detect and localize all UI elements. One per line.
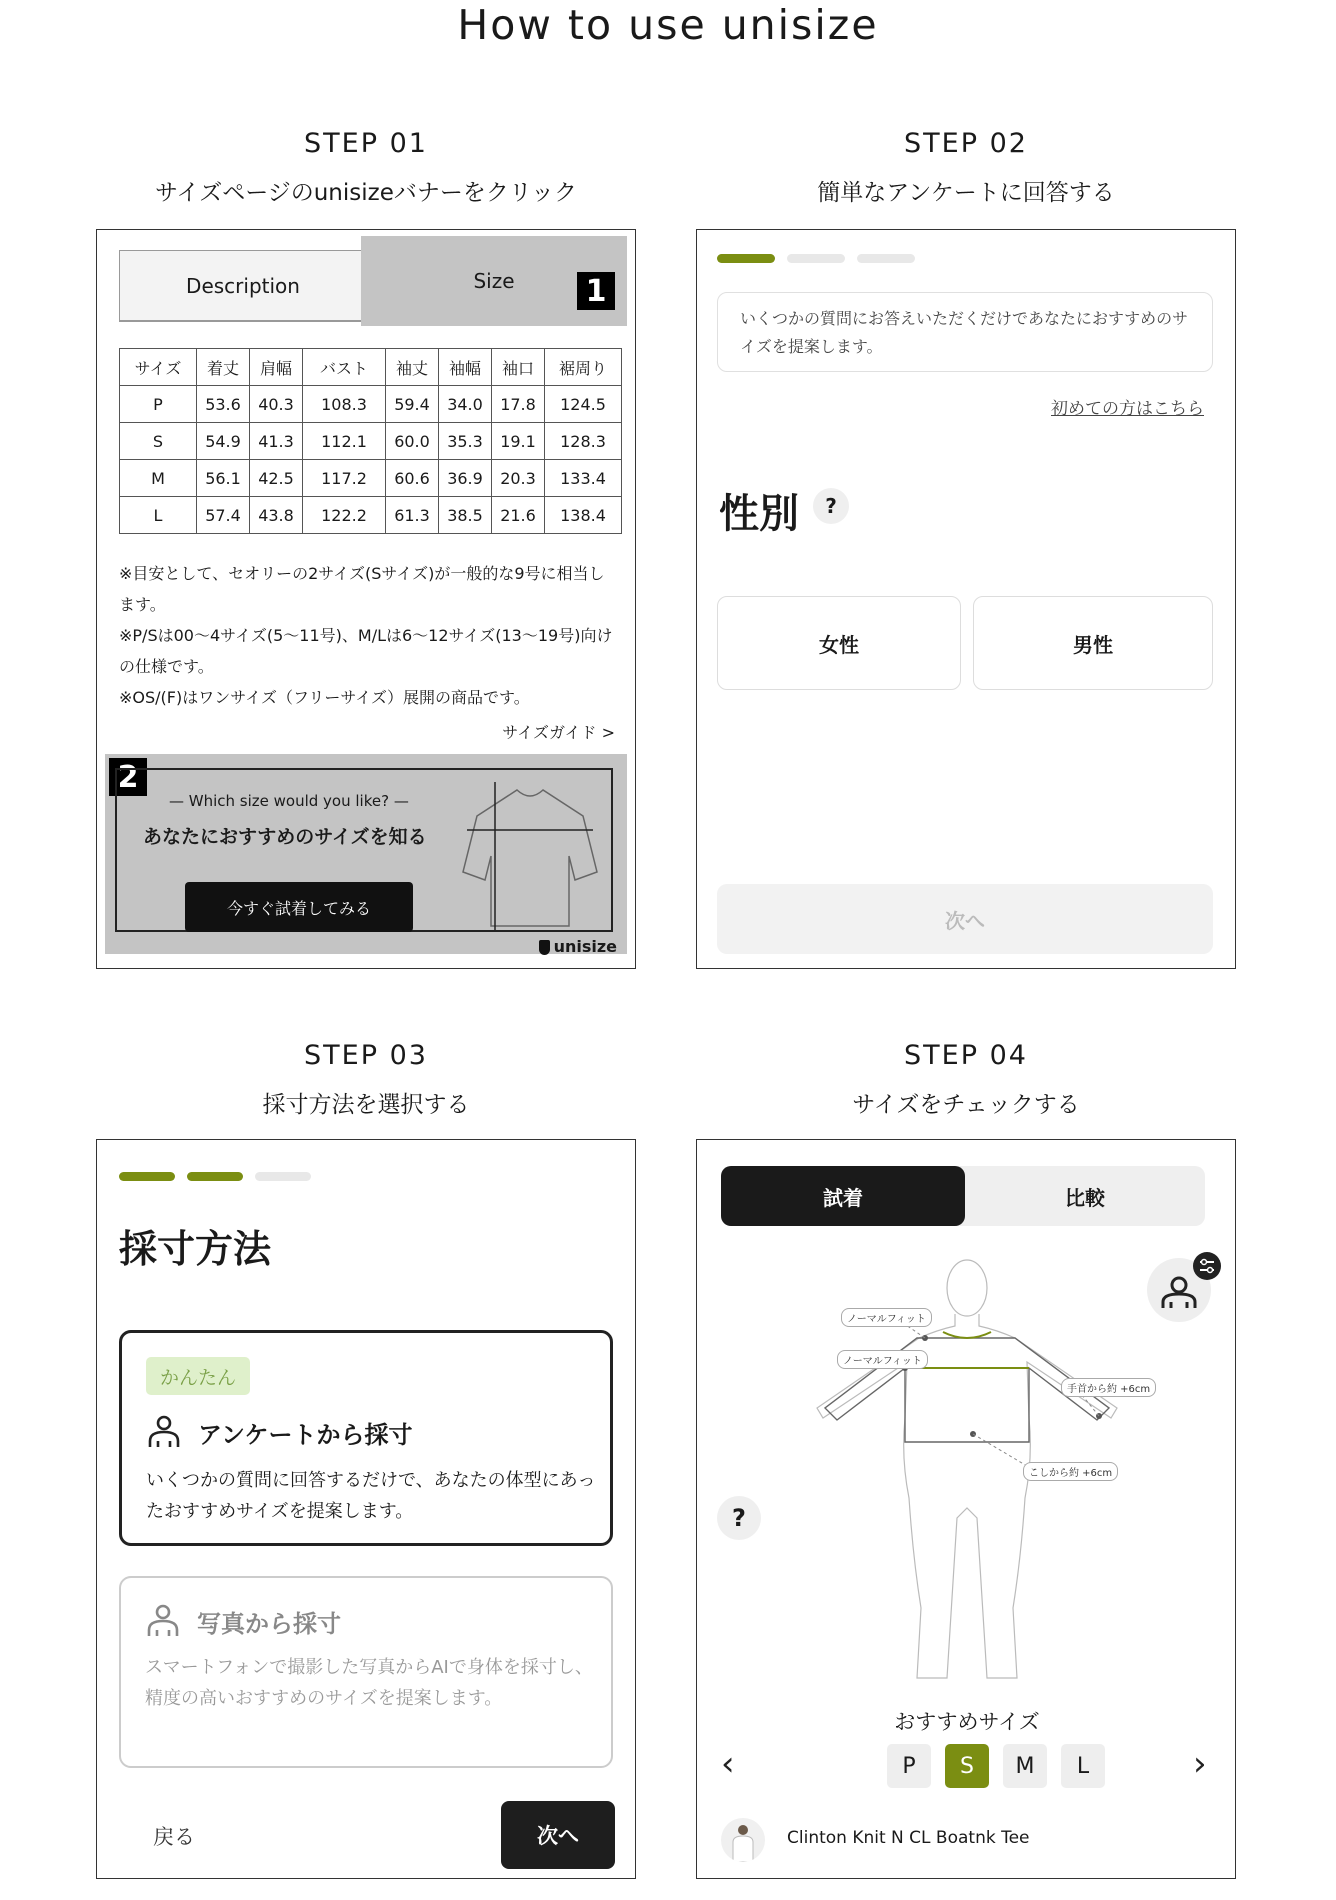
step-badge-2: 2 (109, 758, 147, 796)
size-note: ※P/Sは00〜4サイズ(5〜11号)、M/Lは6〜12サイズ(13〜19号)向けの仕様です。 (119, 626, 613, 676)
recommended-size-label: おすすめサイズ (894, 1710, 1040, 1734)
step-badge-1: 1 (577, 272, 615, 310)
method-heading: 採寸方法 (119, 1227, 272, 1271)
table-row (120, 423, 622, 460)
table-cell: 40.3 (250, 386, 303, 423)
method-photo-title: 写真から採寸 (197, 1610, 341, 1638)
table-row (120, 497, 622, 534)
table-cell: 20.3 (492, 460, 545, 497)
next-button[interactable]: 次へ (501, 1801, 615, 1869)
step1-number: STEP 01 (304, 128, 428, 159)
table-cell: 117.2 (303, 460, 386, 497)
step1-description: サイズページのunisizeバナーをクリック (155, 180, 577, 206)
banner-headline: あなたにおすすめのサイズを知る (143, 826, 427, 848)
tab-size-label: Size (473, 269, 515, 293)
help-button[interactable]: ? (813, 488, 849, 524)
fit-label: ノーマルフィット (837, 1350, 928, 1369)
unisize-logo (539, 937, 617, 956)
progress-segment (255, 1172, 311, 1181)
progress-segment (787, 254, 845, 263)
table-cell: S (120, 423, 197, 460)
table-cell: 35.3 (439, 423, 492, 460)
step1-panel (96, 229, 636, 969)
table-cell: 54.9 (197, 423, 250, 460)
table-cell: L (120, 497, 197, 534)
tab-compare[interactable]: 比較 (1065, 1185, 1105, 1210)
method-survey-card[interactable] (119, 1330, 613, 1546)
profile-settings-button[interactable] (1147, 1258, 1211, 1322)
table-cell: 138.4 (545, 497, 622, 534)
fit-label: 手首から約 +6cm (1061, 1378, 1156, 1397)
back-button[interactable]: 戻る (153, 1825, 195, 1849)
chevron-right-icon[interactable]: › (1193, 1744, 1207, 1784)
table-cell: 34.0 (439, 386, 492, 423)
size-note: ※OS/(F)はワンサイズ（フリーサイズ）展開の商品です。 (119, 688, 530, 707)
table-cell: 17.8 (492, 386, 545, 423)
step3-number: STEP 03 (304, 1040, 428, 1071)
progress-segment (857, 254, 915, 263)
first-time-link[interactable]: 初めての方はこちら (1051, 399, 1204, 419)
banner-subtitle: — Which size would you like? — (169, 792, 409, 810)
table-cell: 133.4 (545, 460, 622, 497)
size-guide-link[interactable]: サイズガイド > (502, 723, 615, 742)
table-row (120, 460, 622, 497)
product-name: Clinton Knit N CL Boatnk Tee (787, 1828, 1030, 1848)
table-cell: 60.0 (386, 423, 439, 460)
table-cell: 57.4 (197, 497, 250, 534)
table-cell: 61.3 (386, 497, 439, 534)
table-cell: 128.3 (545, 423, 622, 460)
method-survey-desc: いくつかの質問に回答するだけで、あなたの体型にあったおすすめサイズを提案します。 (146, 1470, 596, 1522)
settings-sliders-icon (1193, 1252, 1221, 1280)
next-button-disabled[interactable]: 次へ (717, 884, 1213, 954)
try-on-button[interactable]: 今すぐ試着してみる (185, 882, 413, 932)
table-cell: 122.2 (303, 497, 386, 534)
step2-number: STEP 02 (904, 128, 1028, 159)
table-cell: 38.5 (439, 497, 492, 534)
table-cell: 59.4 (386, 386, 439, 423)
table-header: 肩幅 (250, 349, 303, 386)
option-female[interactable]: 女性 (717, 596, 961, 690)
table-header: 袖口 (492, 349, 545, 386)
step3-panel (96, 1139, 636, 1879)
table-header: バスト (303, 349, 386, 386)
tab-description[interactable]: Description (119, 250, 367, 322)
unisize-banner[interactable] (105, 754, 627, 954)
table-cell: P (120, 386, 197, 423)
progress-segment-done (717, 254, 775, 263)
step2-description: 簡単なアンケートに回答する (817, 180, 1115, 206)
table-cell: 53.6 (197, 386, 250, 423)
step2-panel (696, 229, 1236, 969)
tshirt-illustration (447, 776, 613, 932)
table-cell: 56.1 (197, 460, 250, 497)
help-button[interactable]: ? (717, 1496, 761, 1540)
fit-label: ノーマルフィット (841, 1308, 932, 1327)
table-row (120, 386, 622, 423)
table-cell: 41.3 (250, 423, 303, 460)
size-note: ※目安として、セオリーの2サイズ(Sサイズ)が一般的な9号に相当します。 (119, 564, 605, 614)
tab-try-on[interactable]: 試着 (721, 1166, 965, 1226)
method-survey-title: アンケートから採寸 (198, 1421, 413, 1449)
size-option-m[interactable]: M (1003, 1744, 1047, 1788)
page-title: How to use unisize (457, 1, 879, 49)
table-header: 裾周り (545, 349, 622, 386)
intro-message: いくつかの質問にお答えいただくだけであなたにおすすめのサイズを提案します。 (717, 292, 1213, 372)
fit-label: こしから約 +6cm (1023, 1462, 1118, 1481)
table-cell: 108.3 (303, 386, 386, 423)
step3-description: 採寸方法を選択する (262, 1092, 470, 1118)
size-option-s[interactable]: S (945, 1744, 989, 1788)
table-cell: 124.5 (545, 386, 622, 423)
table-cell: 21.6 (492, 497, 545, 534)
method-photo-card[interactable] (119, 1576, 613, 1768)
easy-tag: かんたん (146, 1357, 250, 1395)
person-icon (146, 1413, 182, 1449)
size-option-p[interactable]: P (887, 1744, 931, 1788)
option-male[interactable]: 男性 (973, 596, 1213, 690)
table-header: 袖丈 (386, 349, 439, 386)
method-photo-desc: スマートフォンで撮影した写真からAIで身体を採寸し、精度の高いおすすめのサイズを提案します。 (145, 1657, 593, 1709)
banner-frame (115, 768, 613, 932)
person-icon (145, 1602, 181, 1638)
product-thumbnail (721, 1818, 765, 1862)
unisize-logo-text: unisize (553, 937, 617, 956)
table-cell: 19.1 (492, 423, 545, 460)
table-cell: M (120, 460, 197, 497)
table-header-row (120, 349, 622, 386)
size-option-l[interactable]: L (1061, 1744, 1105, 1788)
chevron-left-icon[interactable]: ‹ (721, 1744, 735, 1784)
step4-panel (696, 1139, 1236, 1879)
table-header: 着丈 (197, 349, 250, 386)
table-cell: 36.9 (439, 460, 492, 497)
table-cell: 42.5 (250, 460, 303, 497)
progress-segment-done (187, 1172, 243, 1181)
size-table (119, 348, 622, 534)
table-cell: 60.6 (386, 460, 439, 497)
table-cell: 112.1 (303, 423, 386, 460)
unisize-logo-icon (539, 940, 550, 955)
table-cell: 43.8 (250, 497, 303, 534)
table-header: サイズ (120, 349, 197, 386)
view-toggle (721, 1166, 1205, 1226)
step4-number: STEP 04 (904, 1040, 1028, 1071)
table-header: 袖幅 (439, 349, 492, 386)
question-title: 性別 (719, 491, 799, 537)
progress-segment-done (119, 1172, 175, 1181)
step4-description: サイズをチェックする (852, 1092, 1080, 1118)
